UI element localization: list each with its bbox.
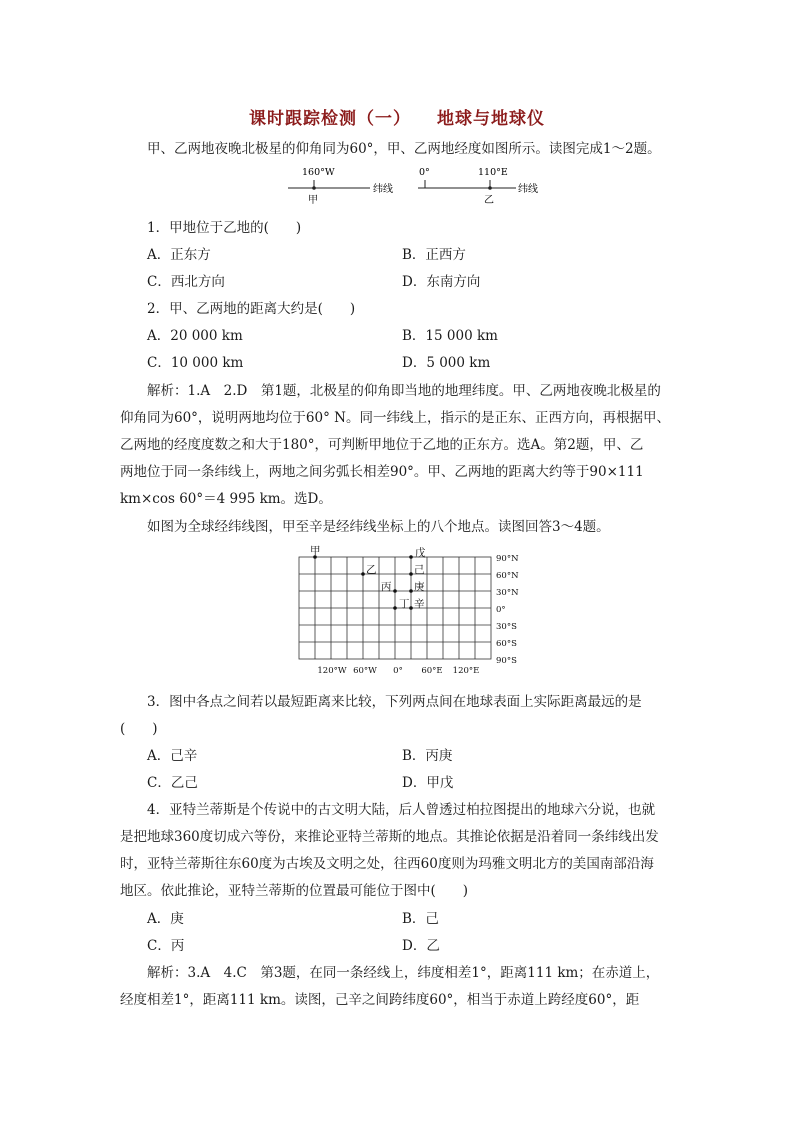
global-grid-figure — [290, 545, 530, 680]
intro-q3-4: 如图为全球经纬线图，甲至辛是经纬线坐标上的八个地点。读图回答3～4题。 — [147, 519, 610, 535]
label-latitude-right: 纬线 — [518, 184, 538, 195]
q2-option-a: A．20 000 km — [147, 328, 243, 344]
title-part1: 课时跟踪检测（一） — [249, 109, 411, 129]
q1-option-c: C．西北方向 — [147, 274, 225, 290]
point-jia-marker — [312, 186, 316, 190]
q4-stem-line4: 地区。依此推论，亚特兰蒂斯的位置最可能位于图中( ) — [120, 883, 469, 899]
answer2-line1: 解析：3.A 4.C 第3题，在同一条经线上，纬度相差1°，距离111 km；在赤道上， — [147, 965, 660, 981]
title-part2: 地球与地球仪 — [437, 109, 545, 129]
point-xin — [409, 606, 413, 610]
lat-label-30n: 30°N — [496, 588, 519, 598]
q3-stem-line2: ( ) — [120, 721, 158, 737]
answer1-line2: 仰角同为60°，说明两地均位于60° N。同一纬线上，指示的是正东、正西方向，再根据甲、 — [120, 410, 670, 426]
point-yi-marker — [488, 186, 492, 190]
q4-option-c: C．丙 — [147, 938, 185, 954]
answer1-line3: 乙两地的经度度数之和大于180°，可判断甲地位于乙地的正东方。选A。第2题，甲、乙 — [120, 437, 644, 453]
intro-q1-2: 甲、乙两地夜晚北极星的仰角同为60°，甲、乙两地经度如图所示。读图完成1～2题。 — [147, 141, 661, 157]
q3-option-b: B．丙庚 — [402, 748, 453, 764]
point-ding — [393, 606, 397, 610]
longitude-figure — [280, 163, 540, 209]
q4-option-b: B．己 — [402, 911, 439, 927]
lon-label-0: 0° — [393, 666, 403, 676]
label-point-geng: 庚 — [414, 581, 425, 593]
lat-label-90s: 90°S — [496, 656, 517, 666]
lon-label-60e: 60°E — [421, 666, 443, 676]
q2-option-b: B．15 000 km — [402, 328, 498, 344]
label-0: 0° — [419, 167, 430, 178]
q4-stem-line2: 是把地球360度切成六等份，来推论亚特兰蒂斯的地点。其推论依据是沿着同一条纬线出发 — [120, 829, 659, 845]
label-point-yi: 乙 — [366, 564, 377, 576]
q4-option-a: A．庚 — [147, 911, 184, 927]
point-yi — [361, 572, 365, 576]
label-point-jia: 甲 — [310, 545, 321, 557]
lat-label-90n: 90°N — [496, 554, 519, 564]
answer1-line5: km×cos 60°＝4 995 km。选D。 — [120, 491, 332, 507]
q1-option-b: B．正西方 — [402, 247, 466, 263]
label-point-ding: 丁 — [399, 598, 410, 610]
q4-stem-line1: 4．亚特兰蒂斯是个传说中的古文明大陆，后人曾透过柏拉图提出的地球六分说，也就 — [147, 802, 656, 818]
label-160w: 160°W — [302, 167, 335, 178]
answer2-line2: 经度相差1°，距离111 km。读图，己辛之间跨纬度60°，相当于赤道上跨经度60°，距 — [120, 992, 640, 1008]
q3-option-d: D．甲戊 — [402, 775, 454, 791]
q3-stem-line1: 3．图中各点之间若以最短距离来比较，下列两点间在地球表面上实际距离最远的是 — [147, 694, 642, 710]
lat-label-60n: 60°N — [496, 571, 519, 581]
lon-label-120e: 120°E — [452, 666, 480, 676]
label-point-bing: 丙 — [381, 581, 392, 593]
lon-label-60w: 60°W — [353, 666, 377, 676]
q3-option-a: A．己辛 — [147, 748, 198, 764]
label-point-ji: 己 — [414, 564, 425, 576]
q1-option-d: D．东南方向 — [402, 274, 481, 290]
lat-label-30s: 30°S — [496, 622, 517, 632]
answer1-line4: 两地位于同一条纬线上，两地之间劣弧长相差90°。甲、乙两地的距离大约等于90×111 — [120, 464, 644, 480]
point-ji — [409, 572, 413, 576]
q1-option-a: A．正东方 — [147, 247, 211, 263]
q1-stem: 1．甲地位于乙地的( ) — [147, 220, 302, 236]
q4-stem-line3: 时，亚特兰蒂斯往东60度为古埃及文明之处，往西60度则为玛雅文明北方的美国南部沿海 — [120, 856, 654, 872]
label-110e: 110°E — [478, 167, 508, 178]
q3-option-c: C．乙己 — [147, 775, 198, 791]
page-title — [0, 104, 794, 129]
label-latitude-left: 纬线 — [373, 184, 393, 195]
q4-option-d: D．乙 — [402, 938, 440, 954]
q2-option-d: D．5 000 km — [402, 355, 491, 371]
lat-label-0: 0° — [496, 605, 506, 615]
q2-stem: 2．甲、乙两地的距离大约是( ) — [147, 301, 356, 317]
point-bing — [393, 589, 397, 593]
lon-label-120w: 120°W — [317, 666, 347, 676]
lat-label-60s: 60°S — [496, 639, 517, 649]
q2-option-c: C．10 000 km — [147, 355, 244, 371]
label-jia: 甲 — [308, 195, 318, 206]
answer1-line1: 解析：1.A 2.D 第1题，北极星的仰角即当地的地理纬度。甲、乙两地夜晚北极星的 — [147, 383, 661, 399]
label-point-wu: 戊 — [415, 547, 426, 559]
label-point-xin: 辛 — [414, 598, 425, 610]
label-yi: 乙 — [484, 195, 494, 206]
point-wu — [409, 555, 413, 559]
point-geng — [409, 589, 413, 593]
